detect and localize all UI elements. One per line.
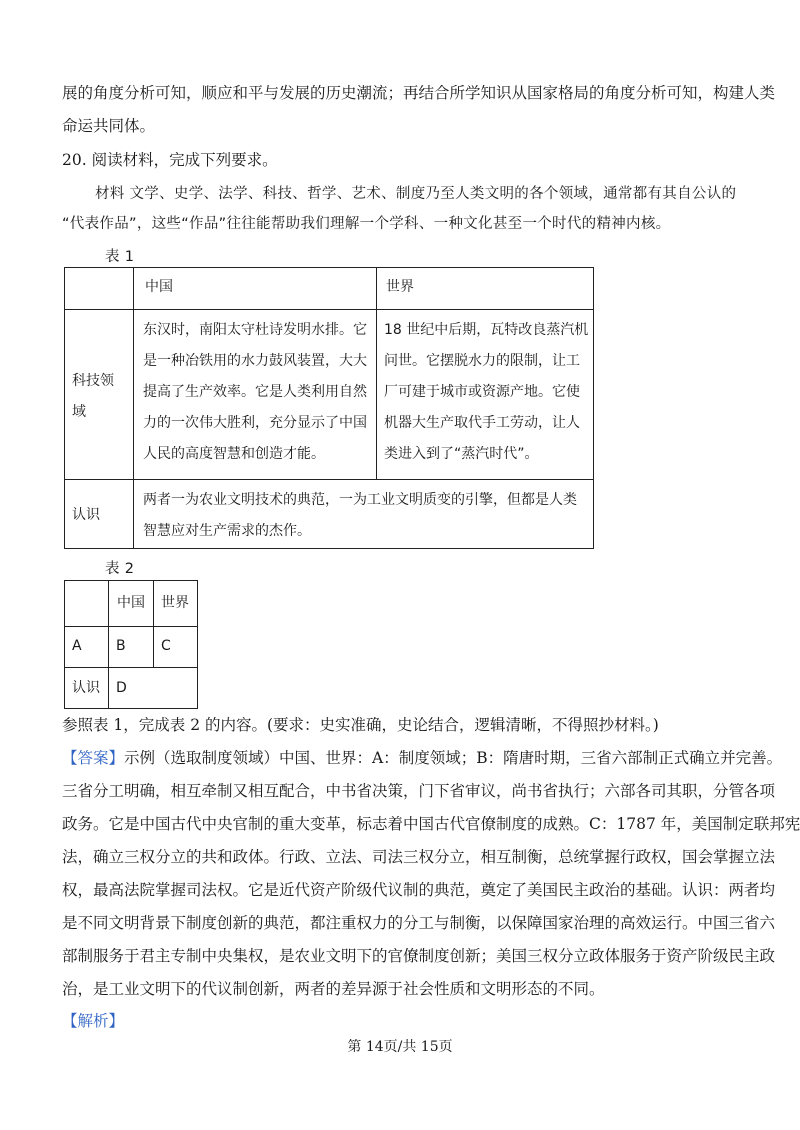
table1-world-text: 厂可建于城市或资源产地。它使 [384, 384, 580, 400]
table1-divider [64, 309, 594, 310]
table2-cell-d: D [116, 680, 127, 696]
table2-divider [108, 580, 109, 709]
material-line-2: “代表作品”，这些“作品”往往能帮助我们理解一个学科、一种文化甚至一个时代的精神内核。 [62, 216, 671, 232]
answer-line-2: 三省分工明确，相互牵制又相互配合，中书省决策，门下省审议，尚书省执行；六部各司其职，分管各项 [62, 782, 776, 800]
table2-divider [153, 580, 154, 667]
page-footer: 第 14页/共 15页 [347, 1039, 453, 1055]
table1-world-text: 问世。它摆脱水力的限制，让工 [384, 353, 580, 369]
intro-line-2: 命运共同体。 [62, 117, 156, 135]
table1-world-text: 18 世纪中后期，瓦特改良蒸汽机 [384, 322, 589, 338]
table2-row-label-recognition: 认识 [72, 680, 100, 696]
table2-header-china: 中国 [117, 595, 145, 611]
table2-header-world: 世界 [161, 595, 189, 611]
answer-text: 示例（选取制度领域）中国、世界：A：制度领域；B：隋唐时期，三省六部制正式确立并完善。 [124, 749, 783, 767]
answer-tag: 【答案】 [62, 749, 125, 767]
answer-line-1 [62, 747, 782, 769]
table1-row-label-recognition: 认识 [72, 507, 100, 523]
table2-divider [64, 626, 198, 627]
table1-header-world: 世界 [386, 279, 414, 295]
table1-caption: 表 1 [105, 249, 135, 265]
table1-divider [64, 479, 594, 480]
table1-world-text: 类进入到了“蒸汽时代”。 [384, 446, 539, 462]
table2-caption: 表 2 [105, 561, 135, 577]
intro-line-1: 展的角度分析可知，顺应和平与发展的历史潮流；再结合所学知识从国家格局的角度分析可知，构建人类 [62, 84, 776, 102]
answer-line-8: 治，是工业文明下的代议制创新，两者的差异源于社会性质和文明形态的不同。 [62, 980, 605, 998]
table2-cell-a: A [72, 638, 82, 654]
table1-divider [376, 267, 377, 479]
instruction-text: 参照表 1，完成表 2 的内容。(要求：史实准确，史论结合，逻辑清晰，不得照抄材料。) [62, 716, 659, 734]
table1-divider [133, 267, 134, 549]
table1-row-label-tech-1: 科技领 [72, 373, 114, 389]
table2-cell-c: C [161, 638, 171, 654]
answer-line-7: 部制服务于君主专制中央集权，是农业文明下的官僚制度创新；美国三权分立政体服务于资产阶级民主政 [62, 947, 776, 965]
analysis-tag: 【解析】 [62, 1012, 125, 1030]
table1-china-text: 力的一次伟大胜利，充分显示了中国 [143, 415, 367, 431]
table1-row-label-tech-2: 域 [72, 404, 86, 420]
answer-line-4: 法，确立三权分立的共和政体。行政、立法、司法三权分立，相互制衡，总统掌握行政权，国会掌握立法 [62, 848, 776, 866]
table1-china-text: 人民的高度智慧和创造才能。 [143, 446, 325, 462]
table1-china-text: 东汉时，南阳太守杜诗发明水排。它 [143, 322, 367, 338]
table1-china-text: 提高了生产效率。它是人类利用自然 [143, 384, 367, 400]
question-header: 20. 阅读材料，完成下列要求。 [62, 151, 278, 169]
table1-header-china: 中国 [145, 279, 173, 295]
answer-line-5: 权，最高法院掌握司法权。它是近代资产阶级代议制的典范，奠定了美国民主政治的基础。认识：两者均 [62, 881, 776, 899]
table1-recognition-text: 智慧应对生产需求的杰作。 [143, 523, 311, 539]
material-line-1: 材料 文学、史学、法学、科技、哲学、艺术、制度乃至人类文明的各个领域，通常都有其自公认的 [95, 186, 737, 202]
table1-recognition-text: 两者一为农业文明技术的典范，一为工业文明质变的引擎，但都是人类 [143, 492, 577, 508]
answer-line-3: 政务。它是中国古代中央官制的重大变革，标志着中国古代官僚制度的成熟。C：1787 年，美国制定联邦宪 [62, 815, 800, 833]
table1-world-text: 机器大生产取代手工劳动，让人 [384, 415, 580, 431]
table2-divider [64, 667, 198, 668]
table2-cell-b: B [116, 638, 126, 654]
answer-line-6: 是不同文明背景下制度创新的典范，都注重权力的分工与制衡，以保障国家治理的高效运行。中国三省六 [62, 914, 776, 932]
table1-china-text: 是一种冶铁用的水力鼓风装置，大大 [143, 353, 367, 369]
